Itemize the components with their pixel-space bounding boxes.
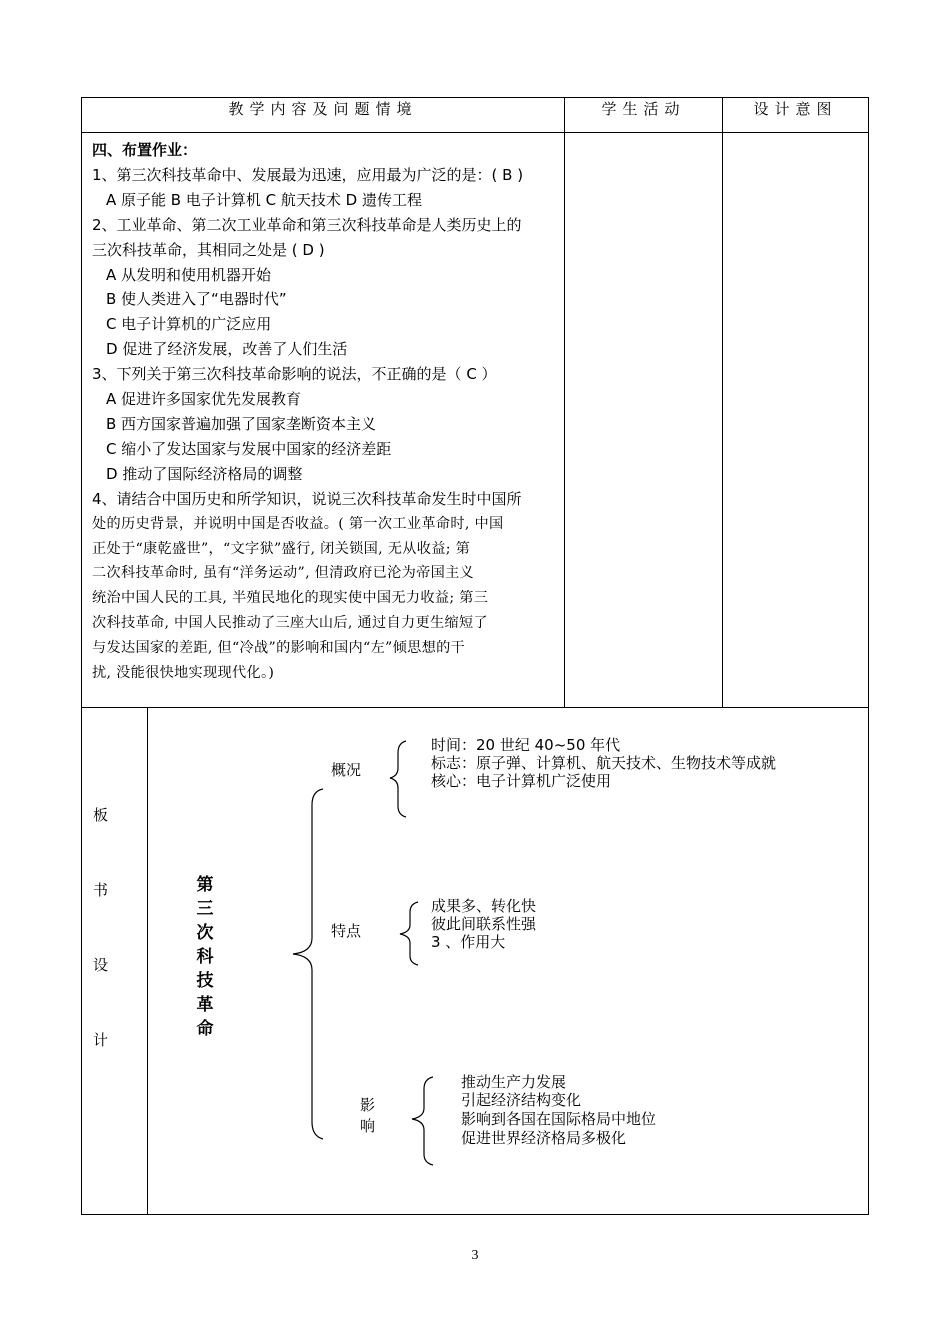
- features-label: 特点: [331, 922, 362, 940]
- impact-label-char-2: 响: [360, 1117, 376, 1135]
- board-title: 第三次科技革命: [196, 875, 214, 1039]
- homework-line: 三次科技革命，其相同之处是 ( D ): [92, 240, 325, 259]
- impact-item-4: 促进世界经济格局多极化: [461, 1129, 627, 1147]
- board-label-char-1: 板: [93, 806, 109, 824]
- board-label-char-3: 设: [93, 956, 109, 974]
- homework-line: 扰, 没能很快地实现现代化。): [92, 665, 275, 682]
- homework-line: 统治中国人民的工具, 半殖民地化的现实使中国无力收益; 第三: [92, 590, 489, 607]
- board-label-char-4: 计: [93, 1031, 109, 1049]
- impact-item-2: 引起经济结构变化: [461, 1091, 582, 1109]
- homework-line: D 促进了经济发展，改善了人们生活: [106, 340, 348, 359]
- impact-item-3: 影响到各国在国际格局中地位: [461, 1110, 657, 1128]
- header-content: 教学内容及问题情境: [228, 102, 418, 118]
- homework-line: C 缩小了发达国家与发展中国家的经济差距: [106, 439, 392, 458]
- overview-label: 概况: [331, 761, 362, 779]
- overview-item-mark: 标志：原子弹、计算机、航天技术、生物技术等成就: [431, 754, 777, 772]
- homework-line: 2、工业革命、第二次工业革命和第三次科技革命是人类历史上的: [92, 215, 522, 234]
- homework-line: 处的历史背景，并说明中国是否收益。( 第一次工业革命时, 中国: [92, 515, 504, 532]
- overview-item-core: 核心：电子计算机广泛使用: [431, 772, 612, 790]
- overview-item-time: 时间：20 世纪 40~50 年代: [431, 736, 621, 754]
- homework-line: B 使人类进入了“电器时代”: [106, 290, 287, 309]
- board-label-char-2: 书: [93, 881, 109, 899]
- features-item-2: 彼此间联系性强: [431, 915, 537, 933]
- homework-line: C 电子计算机的广泛应用: [106, 315, 272, 334]
- homework-line: D 推动了国际经济格局的调整: [106, 464, 303, 483]
- header-design-intent: 设计意图: [753, 102, 838, 118]
- homework-line: 1、第三次科技革命中、发展最为迅速，应用最为广泛的是：( B ): [92, 165, 524, 184]
- homework-line: B 西方国家普遍加强了国家垄断资本主义: [106, 414, 377, 433]
- homework-line: 次科技革命, 中国人民推动了三座大山后, 通过自力更生缩短了: [92, 615, 488, 632]
- homework-line: 与发达国家的差距, 但“冷战”的影响和国内“左”倾思想的干: [92, 640, 466, 657]
- features-item-1: 成果多、转化快: [431, 897, 537, 915]
- homework-line: A 原子能 B 电子计算机 C 航天技术 D 遗传工程: [106, 190, 422, 209]
- overview-brace: [390, 741, 406, 817]
- homework-title: 四、布置作业：: [92, 141, 198, 159]
- impact-label-char-1: 影: [360, 1096, 376, 1114]
- features-item-3: 3 、作用大: [431, 933, 506, 951]
- impact-item-1: 推动生产力发展: [461, 1073, 567, 1091]
- page-number: 3: [471, 1248, 479, 1263]
- homework-line: A 从发明和使用机器开始: [106, 265, 272, 284]
- homework-line: A 促进许多国家优先发展教育: [106, 390, 302, 409]
- header-student-activity: 学生活动: [601, 102, 686, 118]
- homework-line: 正处于“康乾盛世”，“文字狱”盛行, 闭关锁国, 无从收益; 第: [92, 540, 471, 557]
- homework-line: 4、请结合中国历史和所学知识，说说三次科技革命发生时中国所: [92, 489, 522, 508]
- impact-brace: [412, 1077, 433, 1165]
- main-brace: [293, 789, 323, 1139]
- features-brace: [400, 902, 418, 965]
- homework-line: 3、下列关于第三次科技革命影响的说法，不正确的是（ C ）: [92, 365, 497, 384]
- homework-line: 二次科技革命时, 虽有“洋务运动”, 但清政府已沦为帝国主义: [92, 565, 475, 582]
